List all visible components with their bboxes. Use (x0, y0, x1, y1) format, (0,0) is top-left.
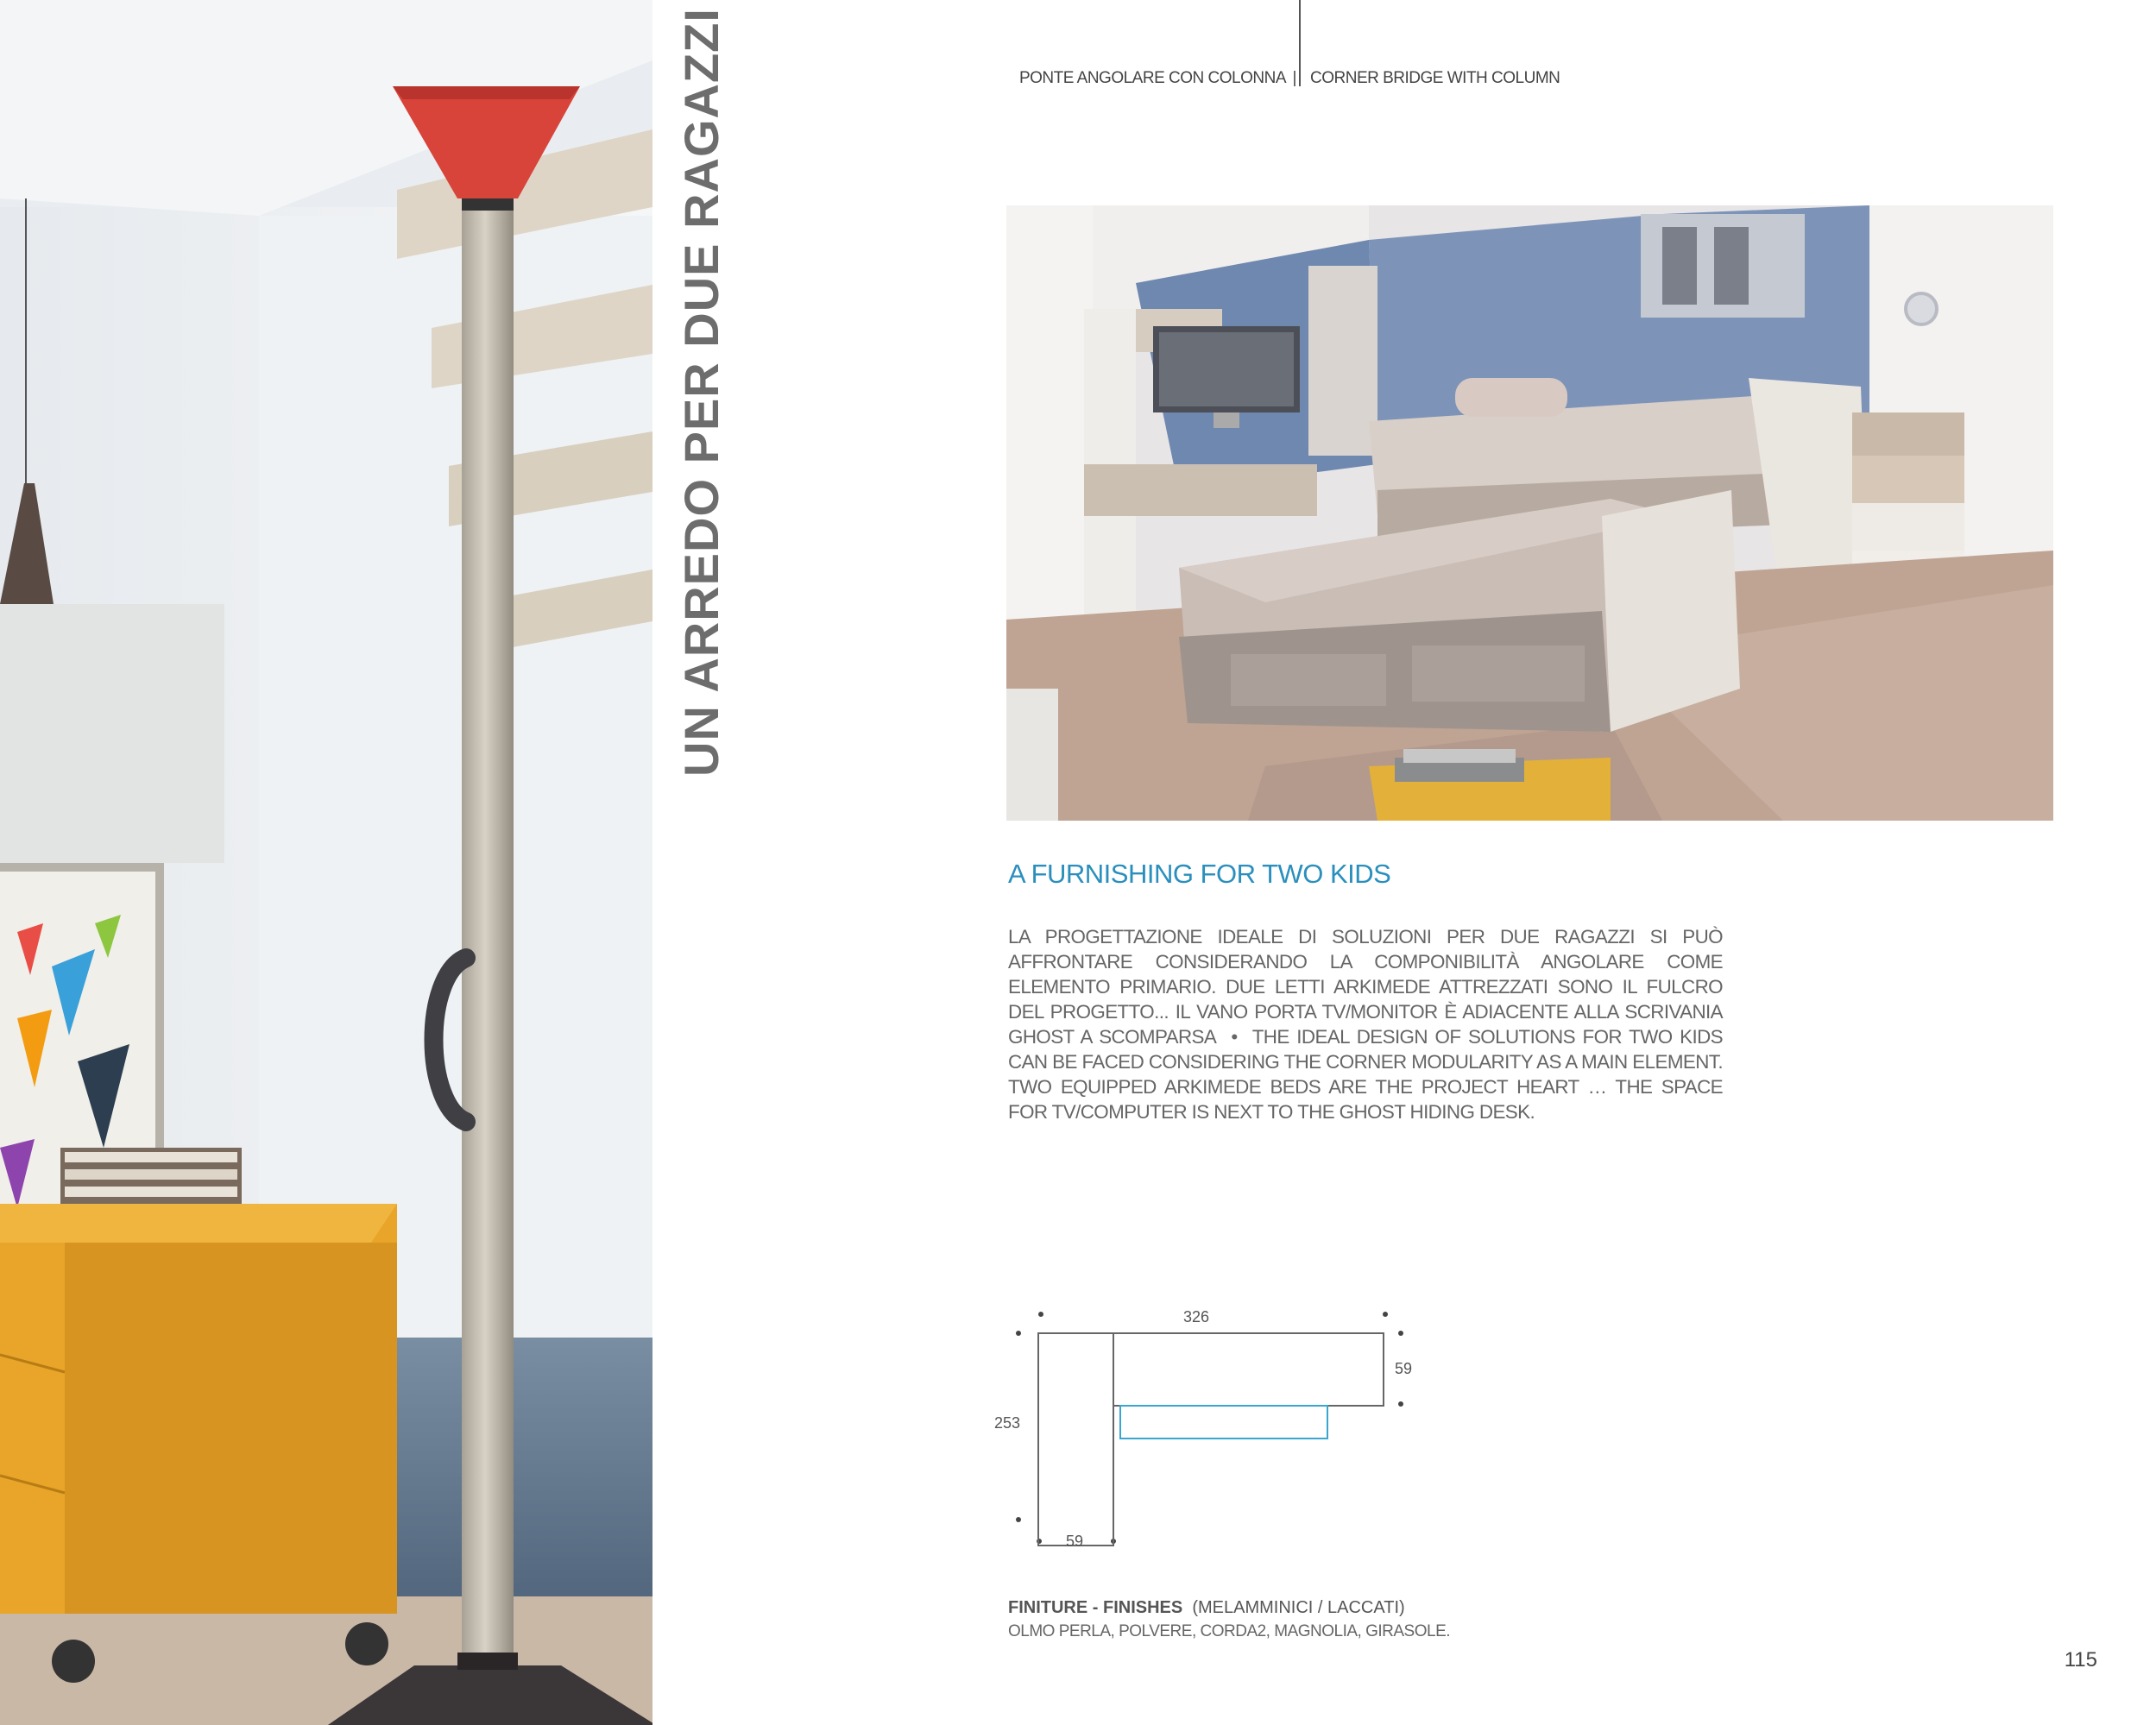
bullet-separator: • (1231, 1026, 1238, 1048)
finishes-type: (MELAMMINICI / LACCATI) (1192, 1598, 1405, 1617)
plan-width-label: 326 (1183, 1308, 1210, 1325)
plan-depth-bottom-label: 59 (1066, 1533, 1084, 1550)
plan-depth-right-label: 59 (1395, 1360, 1413, 1377)
page-number: 115 (2064, 1648, 2097, 1671)
section-heading: A FURNISHING FOR TWO KIDS (1008, 859, 1391, 889)
finishes-heading (1008, 1598, 1405, 1618)
header-english: CORNER BRIDGE WITH COLUMN (1310, 69, 1560, 87)
finishes-list: OLMO PERLA, POLVERE, CORDA2, MAGNOLIA, GIRASOLE. (1008, 1622, 1451, 1640)
header-separator: | (1292, 69, 1297, 87)
finishes-label: FINITURE - FINISHES (1008, 1598, 1183, 1617)
floor-plan-diagram (993, 1299, 1441, 1558)
description-italian: LA PROGETTAZIONE IDEALE DI SOLUZIONI PER DUE RAGAZZI SI PUÒ AFFRONTARE CONSIDERANDO LA COMPONIBILITÀ ANGOLARE COME ELEMENTO PRIMARIO. DUE LETTI ARKIMEDE ATTREZZATI SONO IL FULCRO DEL PROGETTO... IL VANO PORTA TV/MONITOR È ADIACENTE ALLA SCRIVANIA GHOST A SCOMPARSA (1008, 926, 1723, 1048)
vertical-title: UN ARREDO PER DUE RAGAZZI (674, 8, 728, 777)
room-render-photo (1006, 205, 2053, 821)
left-room-photo (0, 0, 652, 1725)
description-english: THE IDEAL DESIGN OF SOLUTIONS FOR TWO KIDS CAN BE FACED CONSIDERING THE CORNER MODULARITY AS A MAIN ELEMENT. TWO EQUIPPED ARKIMEDE BEDS ARE THE PROJECT HEART … THE SPACE FOR TV/COMPUTER IS NEXT TO THE GHOST HIDING DESK. (1008, 1026, 1723, 1123)
header-italian: PONTE ANGOLARE CON COLONNA (1018, 69, 1286, 87)
description-paragraph (1008, 924, 1723, 1124)
plan-height-label: 253 (994, 1414, 1021, 1432)
